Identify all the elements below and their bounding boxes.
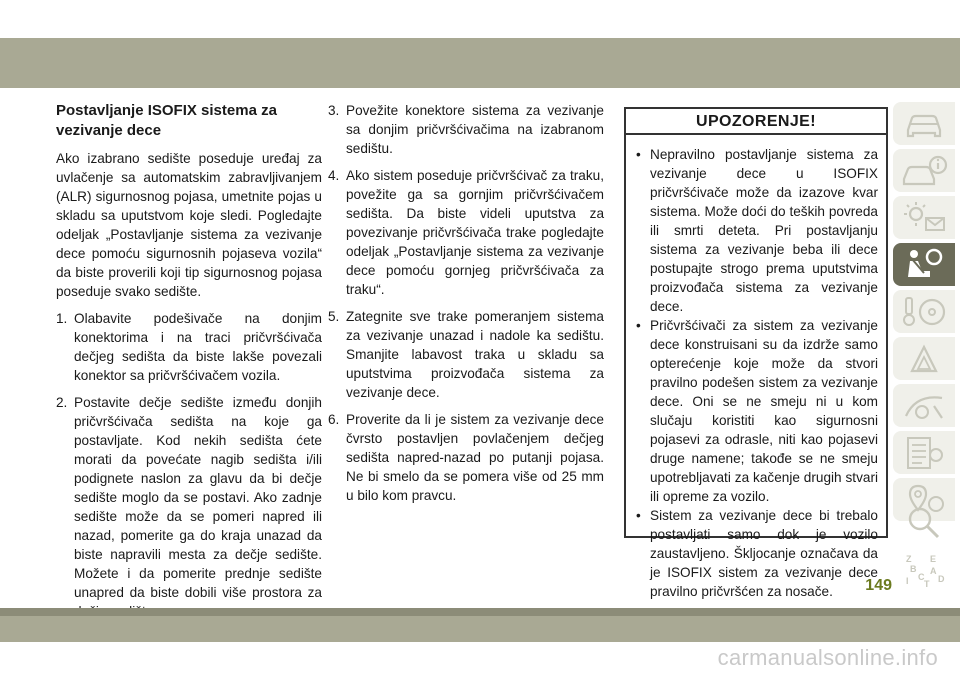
magnifier-icon [900,505,948,541]
warning-item-text: Sistem za vezivanje dece bi trebalo postavljati samo dok je vozilo zaustavljeno. Šklјocanje označava da je ISOFIX sistem za vezivanje dece pravilno pričvršćen za nosače. [650,508,878,599]
warning-item [634,316,878,506]
index-letter: C [918,572,925,582]
step-number: 6. [328,412,340,427]
steps-list-part1 [56,309,322,621]
index-letter: T [924,579,930,588]
tab-search[interactable] [893,503,955,543]
tab-servicing[interactable] [893,384,955,427]
warning-triangle-icon [900,341,948,377]
warning-list [626,135,886,601]
footer-rule [0,608,960,616]
service-tools-icon [900,388,948,424]
index-letter: A [930,566,937,576]
warning-item [634,506,878,601]
index-letter: I [906,576,909,586]
step-item-2 [56,393,322,621]
tab-getting-to-know[interactable] [893,149,955,192]
step-text: Olabavite podešivače na donjim konektorima i na traci pričvršćivača dečjeg sedišta da biste lakše povezali konektor sa pričvršćivačem vozila. [74,311,322,383]
bullet: • [636,318,641,333]
alphabet-index-icon [900,552,948,588]
tab-emergency[interactable] [893,337,955,380]
index-letter: D [938,574,945,584]
step-item-1 [56,309,322,385]
step-text: Ako sistem poseduje pričvršćivač za traku, povežite ga sa gornjim pričvršćivačem sedišta. Da biste videli uputstva za povezivanje pričvršćivača trake pogledajte odeljak „Postavljanje sistema za vezivanje dece pomoću gornjeg pričvršćivača za traku“. [346,168,604,297]
car-info-icon [900,153,948,189]
car-front-icon [900,106,948,142]
header-band [0,38,960,88]
tab-instrument-panel[interactable] [893,196,955,239]
index-letter: E [930,554,937,564]
top-margin [0,0,960,38]
page-number: 149 [865,577,892,594]
footer-band [0,616,960,642]
tab-starting-operating[interactable] [893,290,955,333]
tab-safety[interactable] [893,243,955,286]
steps-list-part2 [328,101,604,505]
airbag-seat-icon [900,247,948,283]
key-steering-icon [900,294,948,330]
left-column [56,101,322,629]
step-number: 1. [56,311,68,326]
tab-vehicle-overview[interactable] [893,102,955,145]
section-heading: Postavljanje ISOFIX sistema za vezivanje dece [56,102,277,139]
step-number: 3. [328,103,340,118]
step-item-4 [328,166,604,299]
step-number: 2. [56,395,68,410]
tab-index[interactable] [893,548,955,592]
bullet: • [636,147,641,162]
tab-technical-specifications[interactable] [893,431,955,474]
warning-item-text: Nepravilno postavljanje sistema za vezivanje dece u ISOFIX pričvršćivače može da izazove kvar sistema. Može doći do teških povreda ili smrti deteta. Pri postavljanju sistema za vezivanje beba ili dece postupajte strogo prema uputstvima proizvođača sistema za vezivanje dece. [650,147,878,314]
step-number: 4. [328,168,340,183]
step-item-5 [328,307,604,402]
step-number: 5. [328,309,340,324]
intro-paragraph: Ako izabrano sedište poseduje uređaj za uvlačenje sa automatskim zabravljivanjem (ALR) sigurnosnog pojasa, umetnite pojas u skladu sa uputstvom koje sledi. Pogledajte odeljak „Postavljanje sistema za vezivanje dece pomoću sigurnosnih pojaseva vozila“ da biste proverili koji tip sigurnosnog pojasa poseduje svako sedište. [56,151,322,299]
specifications-list-icon [900,435,948,471]
step-item-3 [328,101,604,158]
light-message-icon [900,200,948,236]
warning-item [634,145,878,316]
step-item-6 [328,410,604,505]
index-letter: Z [906,554,912,564]
step-text: Povežite konektore sistema za vezivanje sa donjim pričvršćivačima na izabranom sedištu. [346,103,604,156]
step-text: Postavite dečje sedište između donjih pričvršćivača sedišta na koje ga postavljate. Kod nekih sedišta ćete morati da povećate nagib sedišta i/ili podignete naslon za glavu da bi dečje sedište moglo da se postavi. Ako zadnje sedište može da se pomeri napred ili nazad, pomerite ga do kraja unazad da biste napravili mesta za dečje sedište. Možete i da pomerite prednje sedište unapred da biste dobili više prostora za [74,395,322,600]
index-letter: B [910,564,917,574]
warning-item-text: Pričvršćivači za sistem za vezivanje dece konstruisani su da izdrže samo opterećenje koje može da stvori pravilno podešen sistem za vezivanje dece. Oni se ne smeju ni u kom slučaju koristiti kao sigurnosni pojasevi za odrasle, niti kao pojasevi druge namene; takođe se ne smeju upotrebljavati za kačenje drugih stvari ili opreme za vozilo. [650,318,878,504]
watermark: carmanualsonline.info [717,645,938,670]
warning-title: UPOZORENJE! [626,109,886,135]
step-text: Proverite da li je sistem za vezivanje dece čvrsto postavljen povlačenjem dečjeg sedišta napred-nazad po putanji pojasa. Ne bi smelo da se pomera više od 25 mm u bilo kom pravcu. [346,412,604,503]
step-text: Zategnite sve trake pomeranjem sistema za vezivanje unazad i nadole ka sedištu. Smanjite labavost traka u skladu sa uputstvima proizvođača sistema za vezivanje dece. [346,309,604,400]
middle-column [328,101,604,513]
bullet: • [636,508,641,523]
